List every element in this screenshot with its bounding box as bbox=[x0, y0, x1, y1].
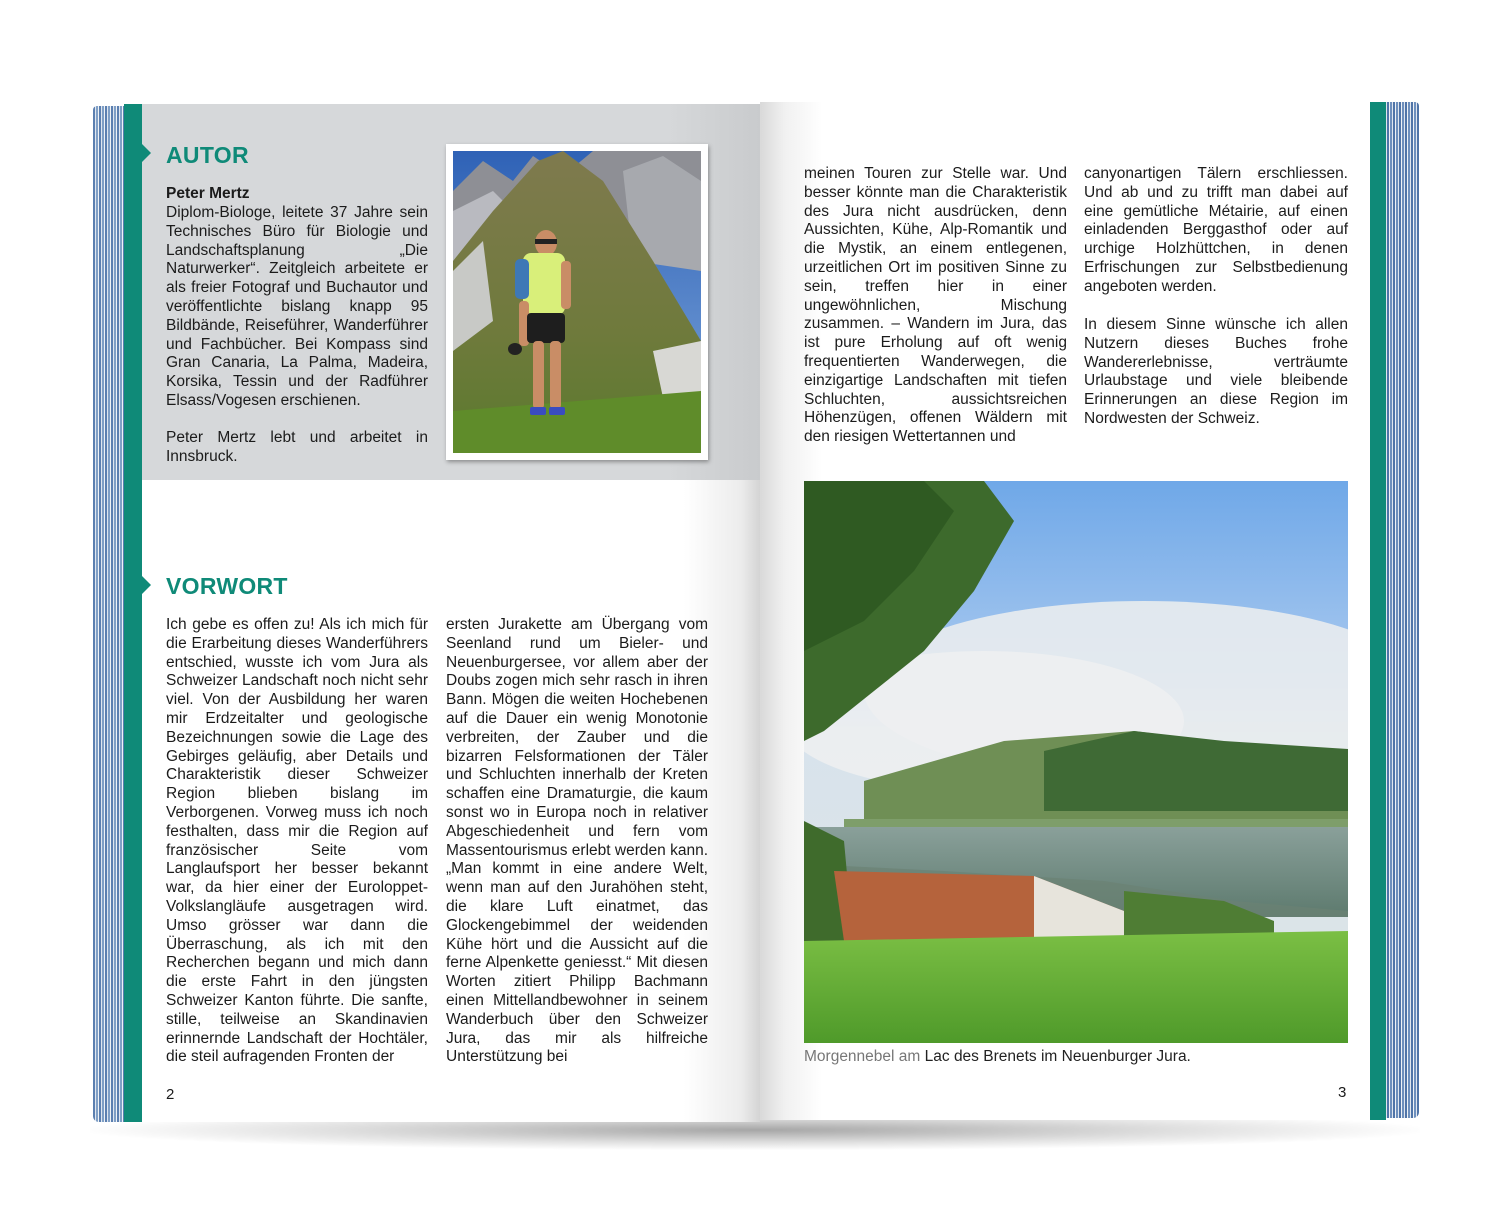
author-bio: Diplom-Biologe, leitete 37 Jahre sein Technisches Büro für Biologie und Landschaftsplanung „Die Naturwerker“. Zeitgleich arbeitete er als freier Fotograf und Buchautor und veröffentlichte bislang knapp 95 Bildbände, Reiseführer, Wanderführer und Fachbücher. Bei Kompass sind Gran Canaria, La Palma, Madeira, Korsika, Tessin und der Radführer Elsass/Vogesen erschienen. bbox=[166, 204, 428, 409]
author-photo bbox=[453, 151, 701, 453]
right-column-2-paragraph-2: In diesem Sinne wünsche ich allen Nutzern dieses Buches frohe Wandererlebnisse, verträumte Urlaubstage und viele bleibende Erinnerungen an diese Region im Nordwesten der Schweiz. bbox=[1084, 316, 1348, 427]
foreword-column-2: ersten Jurakette am Übergang vom Seenland rund um Bieler- und Neuenburgersee, vor allem aber der Doubs zogen mich sehr rasch in ihren Bann. Mögen die weiten Hochebenen auf die Dauer ein wenig Monotonie verbreiten, der Zauber und die bizarren Felsformationen der Täler und Schluchten innerhalb der Kreten schaffen eine Dramaturgie, die kaum sonst wo in Europa noch in relativer Abgeschiedenheit und fern vom Massentourismus erlebt werden kann. „Man kommt in eine andere Welt, wenn man auf den Jurahöhen steht, die klare Luft einatmet, das Glockengebimmel der weidenden Kühe hört und die Aussicht auf die ferne Alpenkette geniesst.“ Mit diesen Worten zitiert Philipp Bachmann einen Mittellandbewohner in seinem Wanderbuch über den Schweizer Jura, das mir als hilfreiche Unterstützung bei bbox=[446, 616, 708, 1066]
page-number-right: 3 bbox=[1338, 1084, 1347, 1101]
right-page-edges bbox=[1383, 102, 1419, 1118]
author-name: Peter Mertz bbox=[166, 185, 250, 202]
caption-text: Lac des Brenets im Neuenburger Jura. bbox=[924, 1048, 1191, 1065]
foreword-heading-arrow-icon bbox=[142, 576, 151, 594]
left-page-edges bbox=[93, 106, 127, 1122]
right-column-2-paragraph-1: canyonartigen Tälern erschliessen. Und ab und zu trifft man dabei auf eine gemütliche Métairie, auf einen einladenden Berggasthof oder auf urchige Holzhüttchen, in denen Erfrischungen zur Selbstbedienung angeboten werden. bbox=[1084, 165, 1348, 295]
photo-caption bbox=[804, 1048, 1191, 1066]
left-accent-bar bbox=[124, 104, 142, 1122]
author-residence: Peter Mertz lebt und arbeitet in Innsbruck. bbox=[166, 429, 428, 465]
page-number-left: 2 bbox=[166, 1086, 175, 1103]
left-page bbox=[124, 104, 760, 1122]
right-page bbox=[760, 102, 1386, 1120]
author-photo-frame bbox=[446, 144, 708, 460]
foreword-column-1: Ich gebe es offen zu! Als ich mich für die Erarbeitung dieses Wanderführers entschied, wusste ich vom Jura als Schweizer Landschaft noch nicht sehr viel. Von der Ausbildung her waren mir Erdzeitalter und geologische Bezeichnungen sowie die Lage des Gebirges geläufig, aber Details und Charakteristik dieser Schweizer Region blieben bislang im Verborgenen. Vorweg muss ich noch festhalten, dass mir die Region auf französischer Seite vom Langlaufsport her besser bekannt war, da hier einer der Euroloppet-Volkslangläufe ausgetragen wird. Umso grösser war dann die Überraschung, als ich mit den Recherchen begann und mich dann die erste Fahrt in den jüngsten Schweizer Kanton führte. Die sanfte, stille, teilweise an Skandinavien erinnernde Landschaft der Hochtäler, die steil aufragenden Fronten der bbox=[166, 616, 428, 1066]
author-heading-arrow-icon bbox=[142, 144, 151, 162]
lake-photo bbox=[804, 481, 1348, 1043]
author-heading: AUTOR bbox=[166, 142, 249, 168]
right-column-1: meinen Touren zur Stelle war. Und besser könnte man die Charakteristik des Jura nicht ausdrücken, denn Aussichten, Kühe, Alp-Romantik und die Mystik, an einem entlegenen, urzeitlichen Ort im positiven Sinne zu sein, treffen hier in einer ungewöhnlichen, Mischung zusammen. – Wandern im Jura, das ist pure Erholung auf oft wenig frequentierten Wanderwegen, die einzigartige Landschaften mit tiefen Schluchten, aussichtsreichen Höhenzügen, offenen Wäldern mit den riesigen Wettertannen und bbox=[804, 165, 1067, 446]
foreword-heading: VORWORT bbox=[166, 573, 288, 599]
caption-prefix: Morgennebel am bbox=[804, 1048, 921, 1065]
right-accent-bar bbox=[1370, 102, 1386, 1120]
